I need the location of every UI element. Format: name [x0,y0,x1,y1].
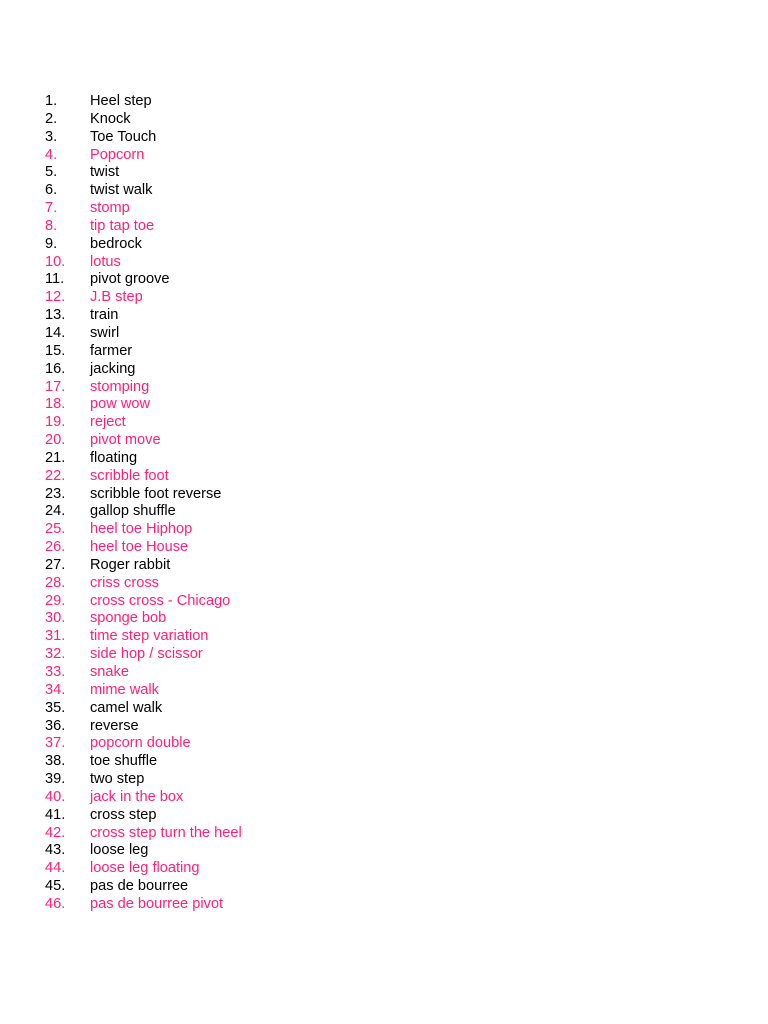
step-number: 12. [45,289,66,306]
step-number: 25. [45,521,66,538]
step-number: 35. [45,699,66,716]
step-number: 30. [45,610,66,627]
step-number: 26. [45,539,66,556]
step-name: heel toe House [90,539,189,556]
step-number: 24. [45,503,66,520]
step-name: pivot move [90,432,161,449]
step-name: pas de bourree pivot [90,895,224,912]
step-number: 28. [45,574,66,591]
step-name: farmer [90,342,133,359]
list-item [45,825,242,843]
step-name: stomp [90,200,130,217]
step-name: cross step turn the heel [90,824,242,841]
step-number: 5. [45,164,58,181]
step-number: 31. [45,628,66,645]
step-name: Roger rabbit [90,556,171,573]
list-item [45,289,242,307]
list-item [45,307,242,325]
list-item [45,700,242,718]
step-name: train [90,307,119,324]
step-number: 33. [45,664,66,680]
step-number: 34. [45,681,66,698]
step-name: side hop / scissor [90,646,203,663]
step-name: tip tap toe [90,217,155,234]
list-item [45,539,242,557]
step-number: 4. [45,146,58,163]
step-name: popcorn double [90,735,191,752]
step-number: 7. [45,200,58,217]
step-number: 19. [45,414,66,431]
step-number: 46. [45,895,66,912]
list-item [45,182,242,200]
list-item [45,735,242,753]
step-name: reject [90,414,126,431]
list-item [45,771,242,789]
step-number: 45. [45,878,66,895]
step-name: loose leg floating [90,860,200,877]
list-item [45,414,242,432]
list-item [45,860,242,878]
list-item [45,789,242,807]
step-number: 9. [45,235,58,252]
step-name: scribble foot reverse [90,485,222,502]
step-number: 13. [45,307,66,324]
step-name: toe shuffle [90,753,158,770]
list-item [45,486,242,504]
list-item [45,664,242,682]
step-number: 16. [45,360,66,377]
step-name: sponge bob [90,610,167,627]
step-number: 21. [45,449,66,466]
list-item [45,646,242,664]
list-item [45,432,242,450]
step-number: 3. [45,128,58,145]
step-number: 40. [45,788,66,805]
step-name: loose leg [90,842,149,859]
list-item [45,842,242,860]
step-name: floating [90,449,138,466]
step-number: 17. [45,378,66,395]
list-item [45,93,242,111]
step-number: 6. [45,182,58,199]
list-item [45,164,242,182]
step-number: 11. [45,271,65,288]
step-name: reverse [90,717,139,734]
list-item [45,503,242,521]
list-item [45,450,242,468]
list-item [45,254,242,272]
step-number: 44. [45,860,66,877]
step-number: 29. [45,592,66,609]
step-name: Knock [90,110,131,127]
step-name: pas de bourree [90,878,189,895]
step-name: cross cross - Chicago [90,592,231,609]
step-number: 15. [45,342,66,359]
step-number: 18. [45,396,66,413]
list-item [45,361,242,379]
step-list [45,93,242,914]
step-number: 14. [45,324,66,341]
step-number: 2. [45,110,58,127]
step-name: stomping [90,378,150,395]
step-name: snake [90,664,129,680]
list-item [45,343,242,361]
list-item [45,218,242,236]
list-item [45,753,242,771]
step-name: mime walk [90,681,159,698]
step-name: twist [90,164,120,181]
step-name: heel toe Hiphop [90,521,193,538]
list-item [45,521,242,539]
step-name: J.B step [90,289,143,306]
step-name: time step variation [90,628,209,645]
step-name: twist walk [90,182,153,199]
step-name: Heel step [90,93,152,109]
list-item [45,718,242,736]
step-name: Popcorn [90,146,145,163]
list-item [45,628,242,646]
step-number: 20. [45,432,66,449]
step-name: jack in the box [90,788,184,805]
list-item [45,200,242,218]
step-name: pow wow [90,396,151,413]
step-name: Toe Touch [90,128,157,145]
step-name: criss cross [90,574,159,591]
step-number: 8. [45,217,58,234]
list-item [45,129,242,147]
list-item [45,396,242,414]
step-number: 42. [45,824,66,841]
list-item [45,682,242,700]
step-number: 39. [45,771,66,788]
list-item [45,147,242,165]
list-item [45,271,242,289]
step-name: pivot groove [90,271,170,288]
step-name: two step [90,771,145,788]
list-item [45,593,242,611]
step-number: 37. [45,735,66,752]
list-item [45,575,242,593]
step-name: gallop shuffle [90,503,176,520]
list-item [45,610,242,628]
list-item [45,379,242,397]
list-item [45,468,242,486]
step-name: scribble foot [90,467,169,484]
step-name: jacking [90,360,136,377]
step-number: 1. [45,93,58,109]
list-item [45,896,242,914]
step-number: 43. [45,842,66,859]
step-number: 23. [45,485,66,502]
step-number: 22. [45,467,66,484]
step-name: bedrock [90,235,142,252]
step-number: 36. [45,717,66,734]
list-item [45,807,242,825]
step-name: camel walk [90,699,163,716]
step-name: swirl [90,324,120,341]
step-number: 27. [45,556,66,573]
list-item [45,111,242,129]
step-name: lotus [90,253,121,270]
step-number: 10. [45,253,66,270]
list-item [45,236,242,254]
step-name: cross step [90,806,157,823]
list-item [45,325,242,343]
step-number: 41. [45,806,66,823]
list-item [45,878,242,896]
list-item [45,557,242,575]
step-number: 38. [45,753,66,770]
step-number: 32. [45,646,66,663]
